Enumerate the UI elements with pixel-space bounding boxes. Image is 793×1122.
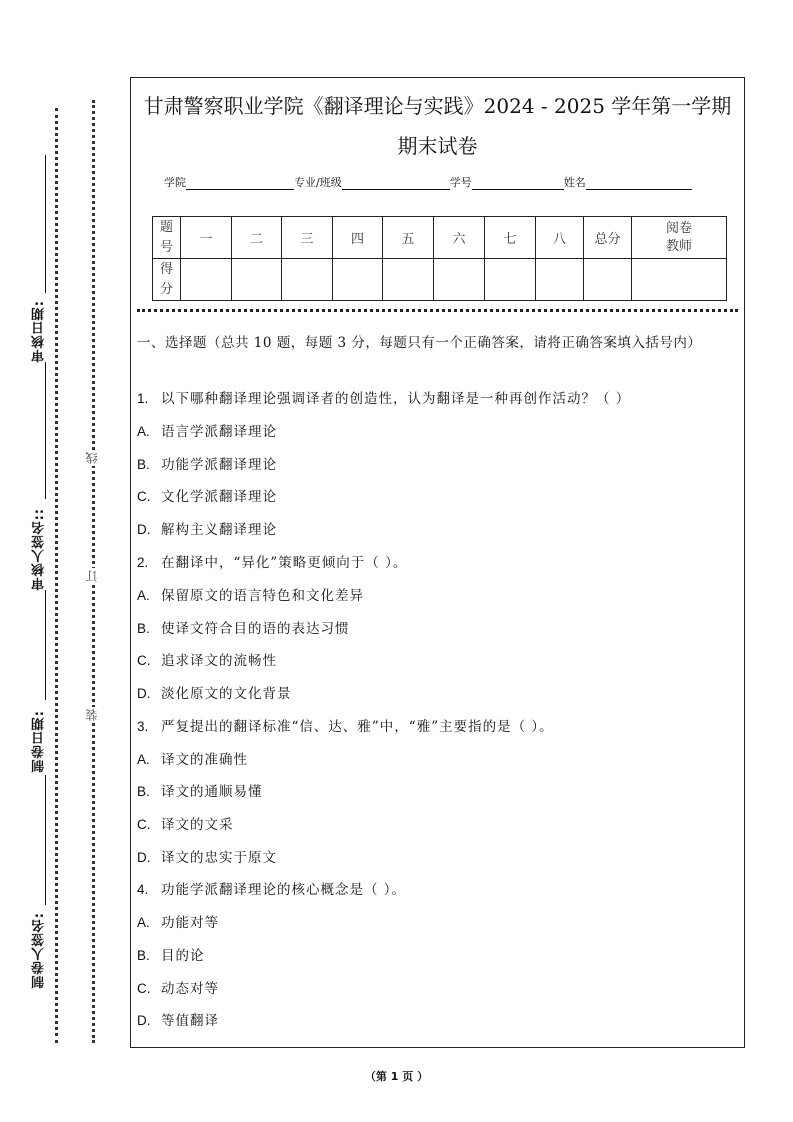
college-field[interactable] [186, 177, 294, 190]
column-header: 四 [333, 217, 383, 259]
reviewer-signature-label: 审核人签名:: [32, 508, 47, 591]
question-number: 1. [137, 391, 149, 406]
page-number: （第 1 页 ） [364, 1070, 429, 1083]
paper-maker-signature-label: 制卷人签名: [32, 912, 47, 989]
score-table-score-row [153, 259, 727, 301]
cut-mark-bind: 订 [85, 570, 99, 582]
column-header: 八 [536, 217, 584, 259]
question-number: 2. [137, 555, 149, 570]
option-c[interactable]: C. 动态对等 [137, 981, 219, 997]
question-text: 在翻译中，“异化”策略更倾向于（ ）。 [161, 555, 408, 571]
score-cell[interactable] [282, 259, 333, 301]
score-cell[interactable] [434, 259, 485, 301]
paper-date-label: 制卷日期: [32, 710, 47, 773]
option-c[interactable]: C. 追求译文的流畅性 [137, 653, 277, 669]
question-1 [137, 387, 630, 407]
grader-cell[interactable] [632, 259, 727, 301]
option-c[interactable]: C. 译文的文采 [137, 817, 234, 833]
column-header-grader: 阅卷教师 [632, 217, 727, 259]
option-d[interactable]: D. 译文的忠实于原文 [137, 850, 277, 866]
total-score-cell[interactable] [584, 259, 632, 301]
separator-dotted-line [137, 309, 738, 312]
review-date-label: 审核日期: [32, 300, 47, 363]
option-a[interactable]: A. 保留原文的语言特色和文化差异 [137, 588, 364, 604]
option-b[interactable]: B. 功能学派翻译理论 [137, 457, 277, 473]
option-d[interactable]: D. 淡化原文的文化背景 [137, 686, 292, 702]
score-cell[interactable] [485, 259, 536, 301]
option-a[interactable]: A. 译文的准确性 [137, 752, 248, 768]
cut-mark-assemble: 装 [85, 709, 99, 721]
exam-title: 甘肃警察职业学院《翻译理论与实践》2024 - 2025 学年第一学期 [143, 94, 732, 118]
option-a[interactable]: A. 功能对等 [137, 915, 219, 931]
column-header: 三 [282, 217, 333, 259]
option-b[interactable]: B. 目的论 [137, 948, 205, 964]
column-header: 五 [383, 217, 434, 259]
option-c[interactable]: C. 文化学派翻译理论 [137, 489, 277, 505]
section-heading: 一、选择题（总共 10 题，每题 3 分，每题只有一个正确答案，请将正确答案填入括号内） [137, 335, 702, 351]
column-header-total: 总分 [584, 217, 632, 259]
exam-subtitle: 期末试卷 [397, 134, 478, 158]
score-table [152, 216, 727, 301]
score-cell[interactable] [536, 259, 584, 301]
option-d[interactable]: D. 等值翻译 [137, 1013, 219, 1029]
option-b[interactable]: B. 译文的通顺易懂 [137, 784, 263, 800]
question-4 [137, 878, 406, 898]
column-header: 一 [181, 217, 232, 259]
option-a[interactable]: A. 语言学派翻译理论 [137, 424, 277, 440]
question-text: 功能学派翻译理论的核心概念是（ ）。 [161, 882, 407, 898]
cut-mark-line: 线 [85, 452, 99, 464]
question-text: 以下哪种翻译理论强调译者的创造性，认为翻译是一种再创作活动？（ ） [161, 391, 631, 407]
signature-line [45, 155, 46, 293]
score-cell[interactable] [333, 259, 383, 301]
score-cell[interactable] [232, 259, 282, 301]
score-label: 得分 [153, 259, 181, 301]
signature-line [45, 362, 46, 499]
binding-dotted-line-outer [55, 108, 58, 1043]
name-label: 姓名 [563, 176, 586, 189]
signature-line [45, 590, 46, 700]
score-table-header-row [153, 217, 727, 259]
student-id-label: 学号 [449, 176, 472, 189]
question-2 [137, 551, 407, 571]
student-info-line [164, 174, 692, 190]
option-d[interactable]: D. 解构主义翻译理论 [137, 522, 277, 538]
college-label: 学院 [164, 176, 186, 189]
question-number-label: 题号 [153, 217, 181, 259]
option-b[interactable]: B. 使译文符合目的语的表达习惯 [137, 621, 350, 637]
score-cell[interactable] [181, 259, 232, 301]
major-class-label: 专业/班级 [294, 176, 342, 189]
question-number: 3. [137, 719, 149, 734]
exam-page-frame [130, 77, 745, 1048]
student-id-field[interactable] [472, 177, 564, 190]
question-number: 4. [137, 882, 149, 897]
column-header: 六 [434, 217, 485, 259]
name-field[interactable] [586, 177, 692, 190]
question-text: 严复提出的翻译标准“信、达、雅”中，“雅”主要指的是（ ）。 [161, 719, 554, 735]
score-cell[interactable] [383, 259, 434, 301]
question-3 [137, 715, 554, 735]
signature-line [45, 775, 46, 905]
column-header: 七 [485, 217, 536, 259]
major-class-field[interactable] [342, 177, 450, 190]
column-header: 二 [232, 217, 282, 259]
